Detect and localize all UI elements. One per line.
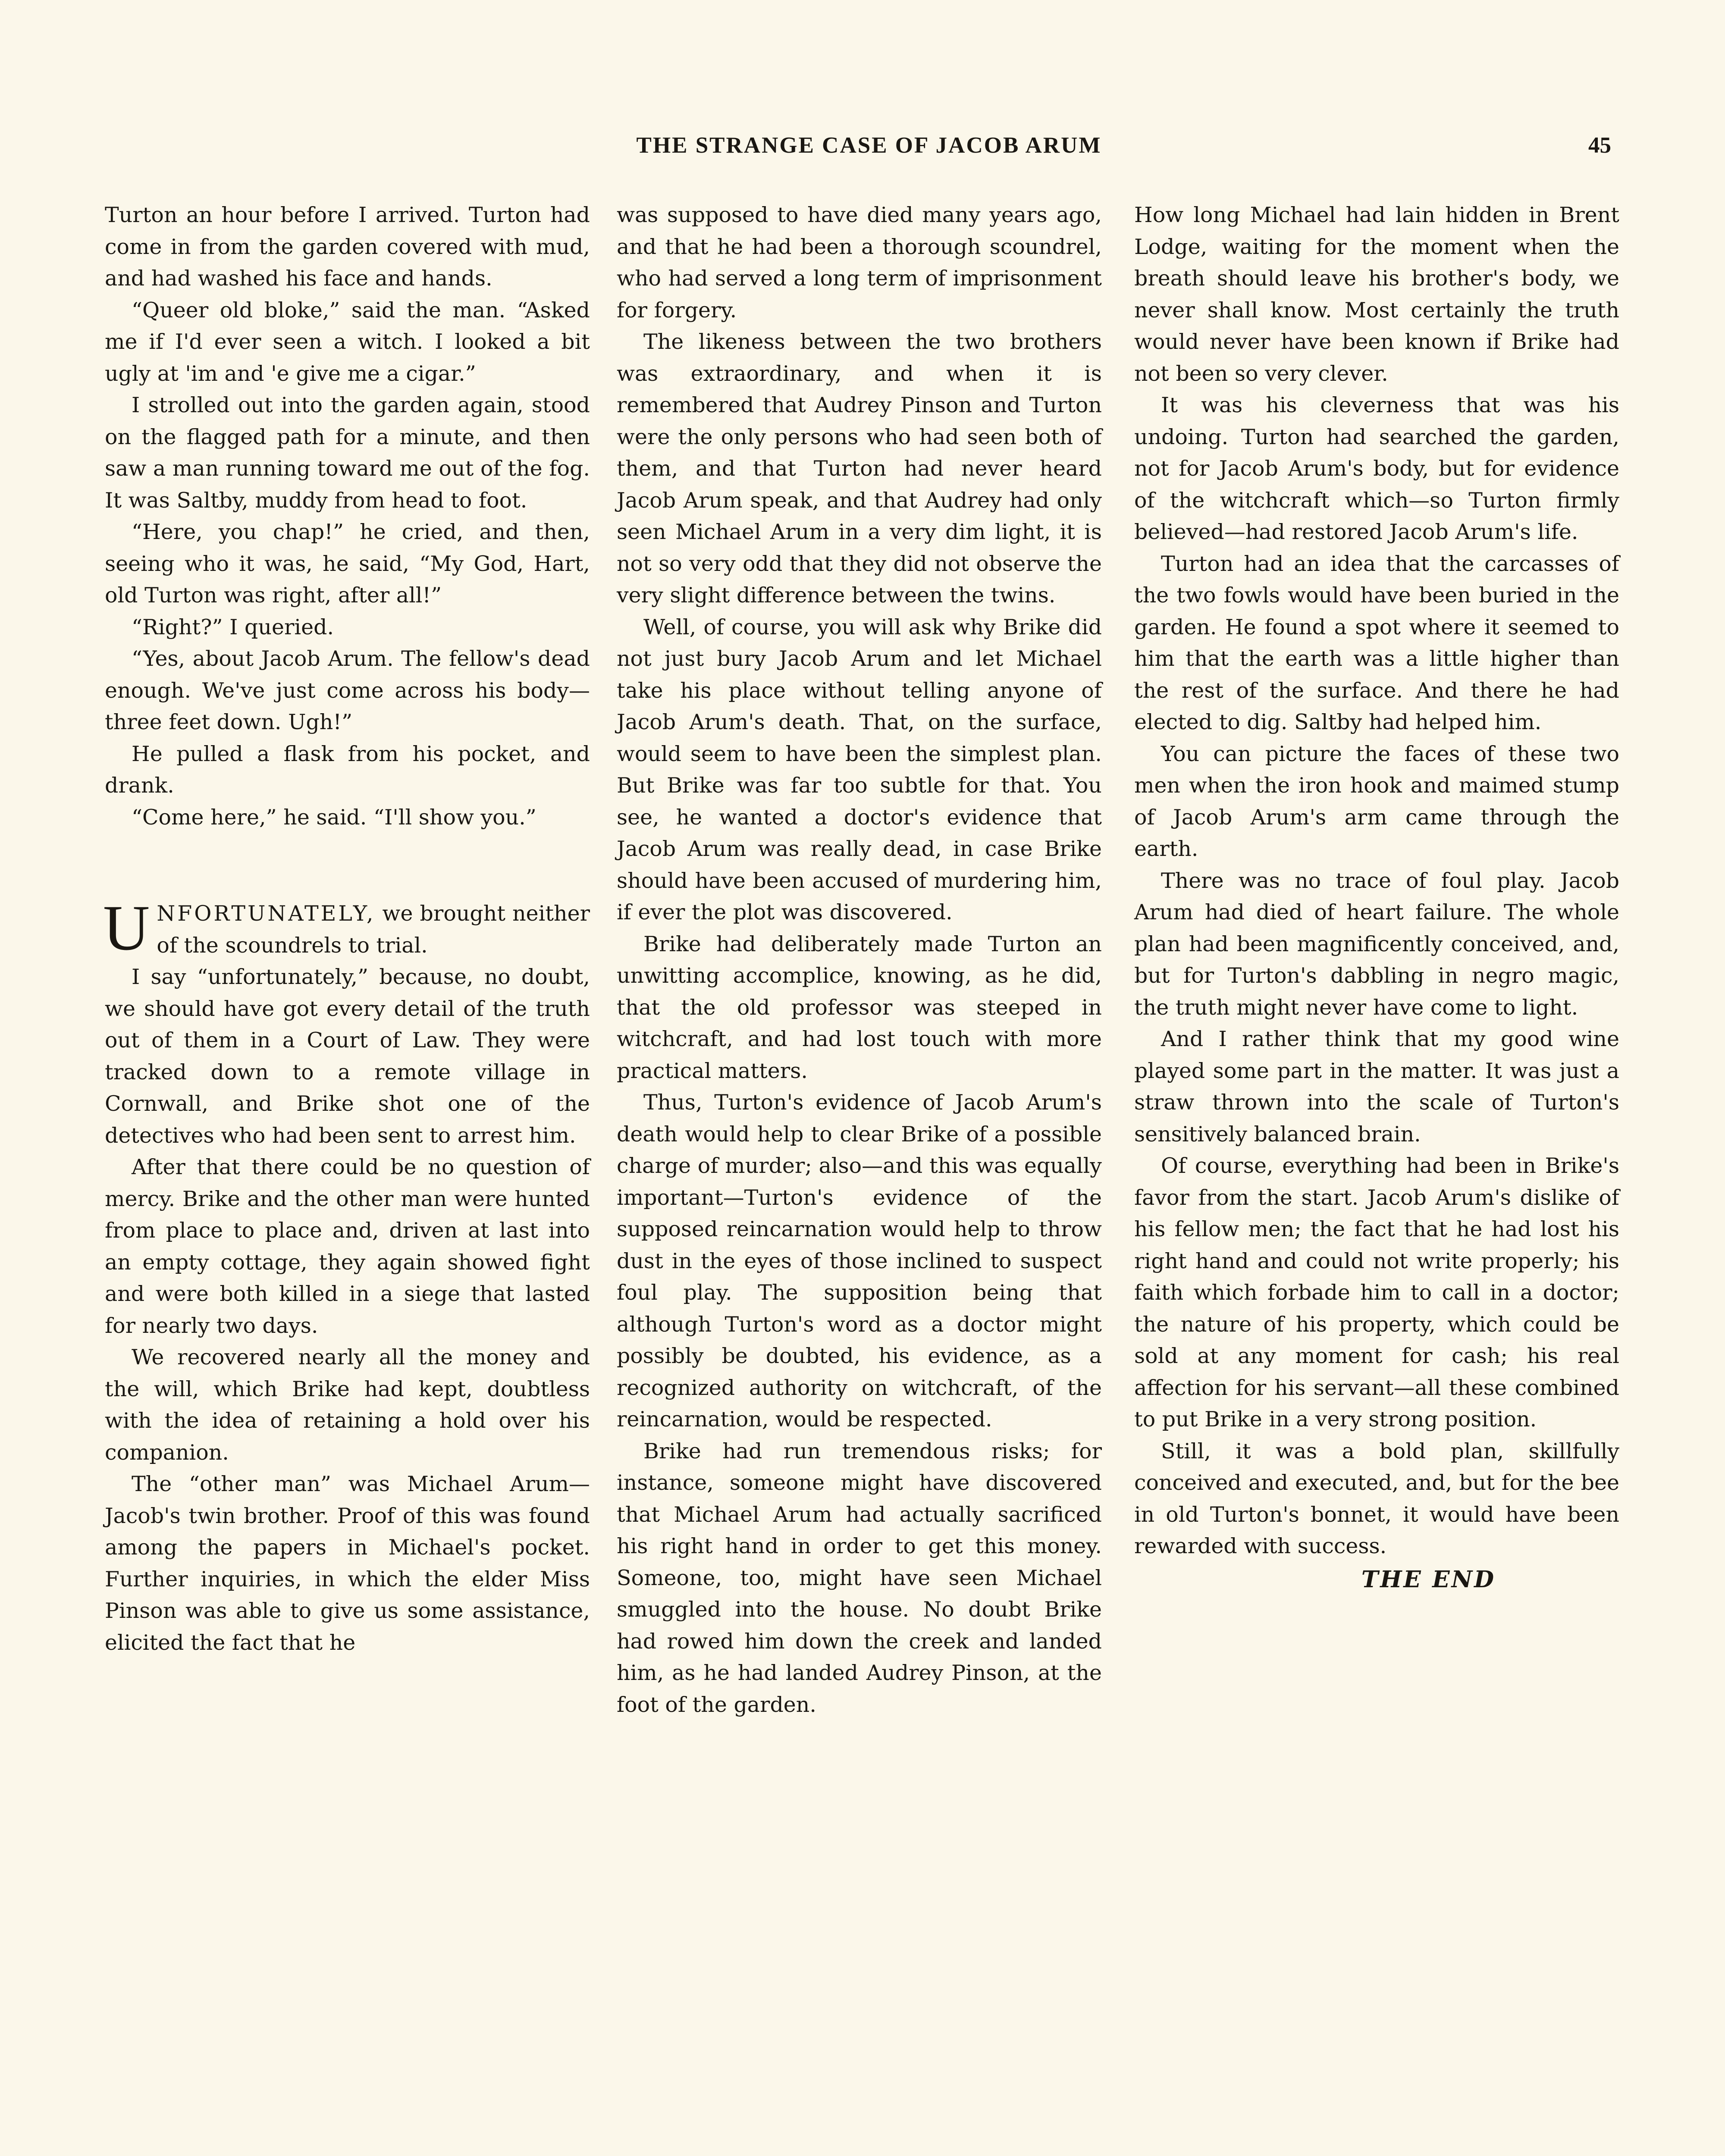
page-number: 45 <box>1588 133 1611 158</box>
paragraph: After that there could be no question of mercy. Brike and the other man were hunted from place to place and, driven at last into an empty cottage, they again showed fight and were both killed in a siege that lasted for nearly two days. <box>105 1155 590 1338</box>
paragraph: The likeness between the two brothers was extraordinary, and when it is remembered that Audrey Pinson and Turton were the only persons who had seen both of them, and that Turton had never heard Jacob Arum speak, and that Audrey had only seen Michael Arum in a very dim light, it is not so very odd that they did not observe the very slight difference between the twins. <box>617 329 1102 608</box>
paragraph: We recovered nearly all the money and the will, which Brike had kept, doubtless with the idea of retaining a hold over his companion. <box>105 1345 590 1465</box>
paragraph: And I rather think that my good wine played some part in the matter. It was just a straw thrown into the scale of Turton's sensitively balanced brain. <box>1134 1027 1619 1147</box>
text-column-1 <box>105 199 590 1658</box>
paragraph: Well, of course, you will ask why Brike did not just bury Jacob Arum and let Michael take his place without telling anyone of Jacob Arum's death. That, on the surface, would seem to have been the simplest plan. But Brike was far too subtle for that. You see, he wanted a doctor's evidence that Jacob Arum was really dead, in case Brike should have been accused of murdering him, if ever the plot was discovered. <box>617 614 1102 924</box>
lead-in-word: NFORTUNATELY, <box>157 901 376 926</box>
section-opening-paragraph <box>103 892 590 964</box>
the-end-label: THE END <box>1361 1566 1496 1593</box>
paragraph: How long Michael had lain hidden in Brent Lodge, waiting for the moment when the breath should leave his brother's body, we never shall know. Most certainly the truth would never have been known if Brike had not been so very clever. <box>1134 203 1619 386</box>
paragraph: Brike had run tremendous risks; for instance, someone might have discovered that Michael Arum had actually sacrificed his right hand in order to get this money. Someone, too, might have seen Michael smuggled into the house. No doubt Brike had rowed him down the creek and landed him, as he had landed Audrey Pinson, at the foot of the garden. <box>617 1438 1102 1717</box>
paragraph: The “other man” was Michael Arum—Jacob's twin brother. Proof of this was found among the papers in Michael's pocket. Further inquiries, in which the elder Miss Pinson was able to give us some assistance, elicited the fact that he <box>105 1472 590 1655</box>
paragraph: was supposed to have died many years ago, and that he had been a thorough scoundrel, who had served a long term of imprisonment for forgery. <box>617 203 1102 323</box>
paragraph: Of course, everything had been in Brike's favor from the start. Jacob Arum's dislike of his fellow men; the fact that he had lost his right hand and could not write properly; his faith which forbade him to call in a doctor; the nature of his property, which could be sold at any moment for cash; his real affection for his servant—all these combined to put Brike in a very strong position. <box>1134 1153 1619 1432</box>
paragraph: He pulled a flask from his pocket, and drank. <box>105 741 590 798</box>
text-column-2 <box>617 199 1102 1720</box>
running-head: THE STRANGE CASE OF JACOB ARUM <box>636 133 1102 158</box>
paragraph: “Come here,” he said. “I'll show you.” <box>132 805 536 830</box>
drop-cap: U <box>103 892 150 964</box>
paragraph: “Queer old bloke,” said the man. “Asked me if I'd ever seen a witch. I looked a bit ugly at 'im and 'e give me a cigar.” <box>105 298 590 386</box>
paragraph: “Yes, about Jacob Arum. The fellow's dead enough. We've just come across his body—three feet down. Ugh!” <box>105 646 590 734</box>
paragraph: Turton had an idea that the carcasses of the two fowls would have been buried in the garden. He found a spot where it seemed to him that the earth was a little higher than the rest of the surface. And there he had elected to dig. Saltby had helped him. <box>1134 551 1619 734</box>
paragraph: I say “unfortunately,” because, no doubt, we should have got every detail of the truth out of them in a Court of Law. They were tracked down to a remote village in Cornwall, and Brike shot one of the detectives who had been sent to arrest him. <box>105 965 590 1148</box>
paragraph: Brike had deliberately made Turton an unwitting accomplice, knowing, as he did, that the old professor was steeped in witchcraft, and had lost touch with more practical matters. <box>617 931 1102 1083</box>
paragraph: Turton an hour before I arrived. Turton had come in from the garden covered with mud, and had washed his face and hands. <box>105 203 590 291</box>
paragraph: Still, it was a bold plan, skillfully conceived and executed, and, but for the bee in old Turton's bonnet, it would have been rewarded with success. <box>1134 1438 1619 1558</box>
paragraph: “Here, you chap!” he cried, and then, seeing who it was, he said, “My God, Hart, old Turton was right, after all!” <box>105 520 590 608</box>
paragraph: You can picture the faces of these two men when the iron hook and maimed stump of Jacob Arum's arm came through the earth. <box>1134 741 1619 861</box>
paragraph: I strolled out into the garden again, stood on the flagged path for a minute, and then saw a man running toward me out of the fog. It was Saltby, muddy from head to foot. <box>105 393 590 513</box>
paragraph: It was his cleverness that was his undoing. Turton had searched the garden, not for Jacob Arum's body, but for evidence of the witchcraft which—so Turton firmly believed—had restored Jacob Arum's life. <box>1134 393 1619 544</box>
text-column-3 <box>1134 199 1619 1597</box>
paragraph: There was no trace of foul play. Jacob Arum had died of heart failure. The whole plan had been magnificently conceived, and, but for Turton's dabbling in negro magic, the truth might never have come to light. <box>1134 868 1619 1020</box>
paragraph: Thus, Turton's evidence of Jacob Arum's death would help to clear Brike of a possible charge of murder; also—and this was equally important—Turton's evidence of the supposed reincarnation would help to throw dust in the eyes of those inclined to suspect foul play. The supposition being that although Turton's word as a doctor might possibly be doubted, his evidence, as a recognized authority on witchcraft, of the reincarnation, would be respected. <box>617 1090 1102 1432</box>
lead-in-rest: we brought neither of the scoundrels to trial. <box>157 901 590 958</box>
paragraph: “Right?” I queried. <box>132 614 334 639</box>
